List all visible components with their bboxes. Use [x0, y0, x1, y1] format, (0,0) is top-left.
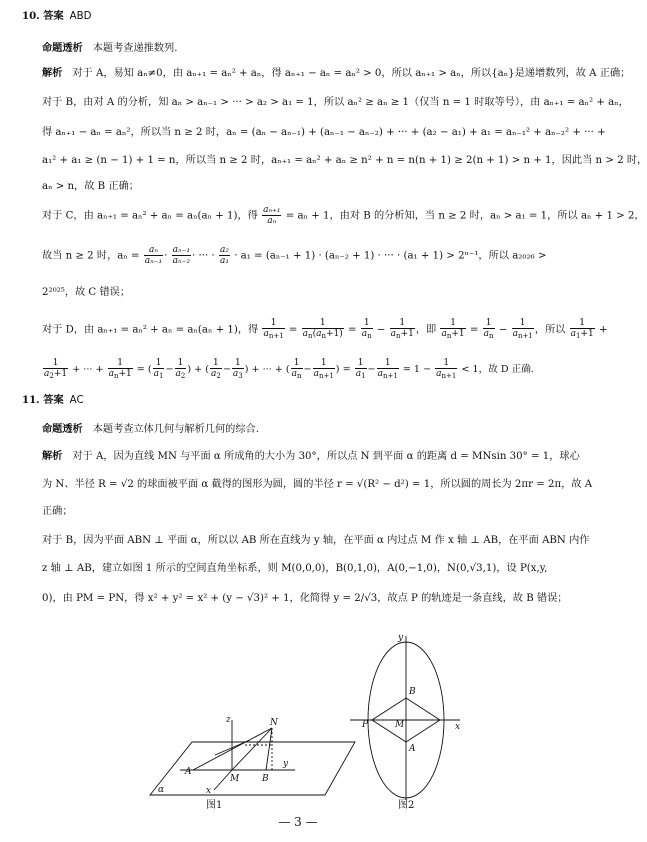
fig2-label-M: M: [395, 720, 405, 730]
q10-d-fraction-2: $\frac{1}{a_n(a_n+1)}$: [302, 318, 343, 340]
q10-d-fraction-3: $\frac{1}{a_n}$: [361, 318, 372, 340]
segment-MN: [232, 728, 272, 770]
q10-analysis-line-10: $\frac{1}{a_2+1}$ + ··· + $\frac{1}{a_n+1}$ = ( $\frac{1}{a_1}$ − $\frac{1}{a_2}$ ) + ( $\frac{1}{a_2}$ − $\frac{1}{a_3}$ ) + ··· + ( $\frac{1}{a_n}$ − $\frac{1}{a_{n+1}}$ ) = $\frac{1}{a_1}$ − $\frac{1}{a_{n+1}}$ = 1 − $\frac{1}{a_{n+1}}$ < 1，故 D 正确.: [44, 358, 534, 380]
plane-alpha: [150, 742, 355, 795]
fraction-denominator: aₙ: [267, 216, 277, 226]
q10-d-fraction-4: $\frac{1}{a_n+1}$: [390, 318, 414, 340]
q10-d-text-a: 对于 D，由 aₙ₊₁ = aₙ² + aₙ = aₙ(aₙ + 1)，得: [42, 324, 259, 336]
q10-c-text-b: = aₙ + 1，由对 B 的分析知，当 n ≥ 2 时，aₙ > a₁ = 1，所以 aₙ + 1 > 2，: [285, 210, 645, 222]
q10-d-fraction-10: $\frac{1}{a_n+1}$: [108, 358, 132, 380]
fig1-label-A: A: [185, 767, 192, 777]
q11-analysis-line-2: 为 N、半径 R = √2 的球面被平面 α 截得的图形为圆，圆的半径 r = √(R² − d²) = 1，所以圆的周长为 2πr = 2π，故 A: [42, 479, 593, 490]
fig1-caption: 图1: [206, 800, 223, 811]
q10-answer-label: 10. 答案: [22, 10, 64, 22]
q10-d-fraction-9: $\frac{1}{a_2+1}$: [44, 358, 68, 380]
fig1-label-y: y: [283, 759, 289, 769]
q10-d-fraction-1: $\frac{1}{a_{n+1}}$: [263, 318, 284, 340]
segment-AN: [193, 728, 272, 770]
q10-d-fraction-8: $\frac{1}{a_1+1}$: [570, 318, 594, 340]
q10-analysis-line-7: 故当 n ≥ 2 时，aₙ = $\frac{\text{aₙ}}{\text{aₙ₋₁}}$ · $\frac{\text{aₙ₋₁}}{\text{aₙ₋₂}}$ · ··· · $\frac{\text{a₂}}{\text{a₁}}$ · a₁ = (aₙ₋₁ + 1) · (aₙ₋₂ + 1) · ··· · (a₁ + 1) > 2ⁿ⁻¹，所以 a₂₀₂₆ >: [42, 245, 547, 266]
q11-analysis-line-5: z 轴 ⊥ AB，建立如图 1 所示的空间直角坐标系，则 M(0,0,0)，B(0,1,0)，A(0,−1,0)，N(0,√3,1)，设 P(x,y,: [42, 563, 548, 574]
q10-d-text-d: + ··· +: [72, 364, 104, 375]
q11-analysis-line-6: 0)，由 PM = PN，得 x² + y² = x² + (y − √3)² + 1，化简得 y = 2/√3，故点 P 的轨迹是一条直线，故 B 错误；: [42, 593, 568, 604]
q10-analysis-line-9: 对于 D，由 aₙ₊₁ = aₙ² + aₙ = aₙ(aₙ + 1)，得 $\frac{1}{a_{n+1}}$ = $\frac{1}{a_n(a_n+1)}$ = $\frac{1}{a_n}$ − $\frac{1}{a_n+1}$ ，即 $\frac{1}{a_n+1}$ = $\frac{1}{a_n}$ − $\frac{1}{a_{n+1}}$ ，所以 $\frac{1}{a_1+1}$ +: [42, 318, 608, 340]
q11-analysis-label: 解析: [42, 451, 63, 462]
q10-answer: ABD: [69, 11, 92, 22]
fig2-label-y: y: [398, 633, 404, 643]
q10-analysis-label: 解析: [42, 68, 63, 79]
q10-d-fraction-6: $\frac{1}{a_n}$: [483, 318, 494, 340]
q10-c-text-d: · a₁ = (aₙ₋₁ + 1) · (aₙ₋₂ + 1) · ··· · (a₁ + 1) > 2ⁿ⁻¹，所以 a₂₀₂₆ >: [234, 250, 547, 262]
q10-analysis-line-5: aₙ > n，故 B 正确；: [42, 181, 139, 192]
fraction-numerator: aₙ: [144, 245, 163, 256]
q11-analysis-line-3: 正确；: [42, 506, 73, 517]
figure-2: [350, 636, 460, 800]
q10-c-text-c: 故当 n ≥ 2 时，aₙ =: [42, 250, 140, 262]
q10-analysis-line-8: 2²⁰²⁵，故 C 错误；: [42, 287, 131, 298]
page-number: — 3 —: [278, 815, 318, 829]
q10-analysis-line-2: 对于 B，由对 A 的分析，知 aₙ > aₙ₋₁ > ··· > a₂ > a₁ = 1，所以 aₙ² ≥ aₙ ≥ 1（仅当 n = 1 时取等号），由 aₙ₊₁ = aₙ² + aₙ，: [42, 97, 629, 108]
q10-d-text-b: ，即: [415, 324, 437, 336]
fig2-label-B: B: [409, 687, 416, 697]
fig1-label-N: N: [270, 718, 278, 728]
fig2-label-P: P: [362, 720, 369, 730]
segment-BN: [266, 728, 272, 770]
fig1-label-B: B: [262, 774, 269, 784]
q10-d-fraction-5: $\frac{1}{a_n+1}$: [441, 318, 465, 340]
fig1-label-z: z: [226, 715, 231, 725]
q10-d-text-c: ，所以: [534, 324, 566, 336]
q11-analysis-text-1: 对于 A，因为直线 MN 与平面 α 所成角的大小为 30°，所以点 N 到平面 α 的距离 d = MNsin 30° = 1，球心: [72, 451, 580, 462]
fig2-label-x: x: [455, 722, 461, 732]
q10-d-text-e: 故 D 正确.: [488, 364, 534, 375]
q11-intent-text: 本题考查立体几何与解析几何的综合.: [92, 424, 259, 435]
fig1-label-M: M: [230, 774, 240, 784]
q11-intent-label: 命题透析: [42, 424, 83, 435]
fig2-caption: 图2: [398, 800, 415, 811]
q10-c-text-a: 对于 C，由 aₙ₊₁ = aₙ² + aₙ = aₙ(aₙ + 1)，得: [42, 210, 258, 222]
q10-d-fraction-7: $\frac{1}{a_{n+1}}$: [512, 318, 533, 340]
fraction-denominator: aₙ₋₁: [144, 256, 163, 266]
fig1-label-alpha: α: [158, 785, 165, 795]
q10-analysis-line-4: a₁² + a₁ ≥ (n − 1) + 1 = n，所以当 n ≥ 2 时，aₙ₊₁ = aₙ² + aₙ ≥ n² + n = n(n + 1) ≥ 2(n + 1) > n + 1，因此当 n > 2 时，: [42, 155, 647, 166]
figure-1: [150, 720, 355, 795]
fig1-label-x: x: [206, 786, 212, 796]
q11-analysis-line-4: 对于 B，因为平面 ABN ⊥ 平面 α，所以以 AB 所在直线为 y 轴，在平面 α 内过点 M 作 x 轴 ⊥ AB，在平面 ABN 内作: [42, 535, 590, 546]
fraction-numerator: a₂: [219, 245, 229, 255]
q10-analysis-text-1: 对于 A，易知 aₙ≠0，由 aₙ₊₁ = aₙ² + aₙ，得 aₙ₊₁ − aₙ = aₙ² > 0，所以 aₙ₊₁ > aₙ，所以{aₙ}是递增数列，故 A 正确；: [72, 68, 631, 79]
q11-answer-label: 11. 答案: [22, 394, 64, 406]
fraction-numerator: aₙ₊₁: [263, 205, 281, 215]
fraction-numerator: aₙ₋₁: [172, 245, 191, 255]
q10-analysis-line-3: 得 aₙ₊₁ − aₙ = aₙ²，所以当 n ≥ 2 时，aₙ = (aₙ − aₙ₋₁) + (aₙ₋₁ − aₙ₋₂) + ··· + (a₂ − a₁) + a₁ = aₙ₋₁² + aₙ₋₂² + ··· +: [42, 127, 606, 138]
q11-answer: AC: [69, 395, 84, 406]
q10-intent-label: 命题透析: [42, 43, 83, 54]
fig2-label-A: A: [409, 744, 416, 754]
fraction-denominator: a₁: [219, 256, 229, 266]
q10-intent-text: 本题考查递推数列.: [92, 43, 178, 54]
fraction-denominator: aₙ₋₂: [172, 256, 191, 266]
